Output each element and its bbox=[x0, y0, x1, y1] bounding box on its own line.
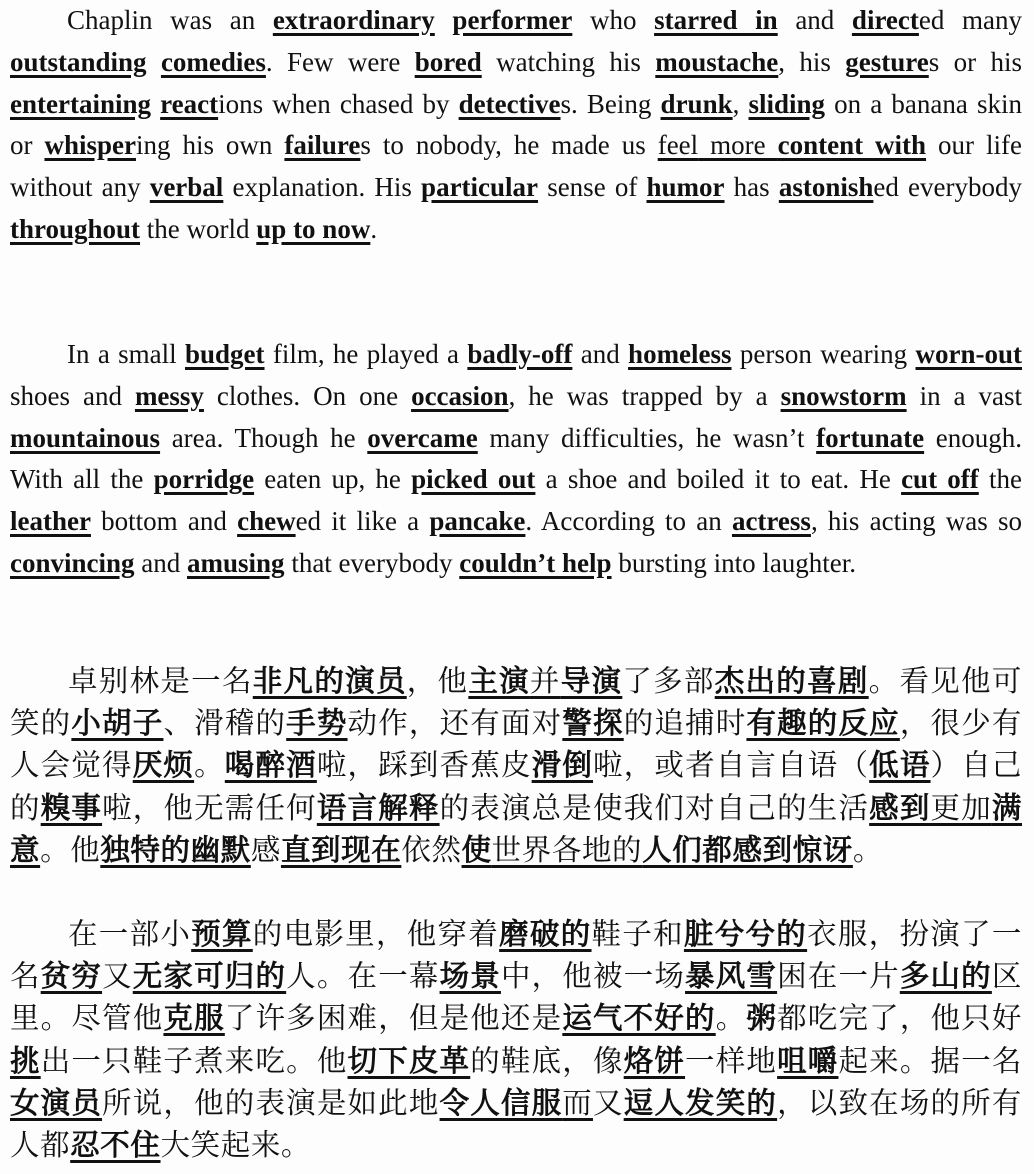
plain-text: 一样地 bbox=[685, 1043, 778, 1078]
plain-text: bottom and bbox=[90, 506, 238, 537]
vocab-highlight: 低语 bbox=[869, 748, 931, 783]
vocab-highlight: gesture bbox=[845, 46, 929, 77]
plain-text: 。看见他可笑的 bbox=[10, 664, 1022, 741]
vocab-highlight: content with bbox=[777, 130, 927, 161]
vocab-highlight: 喝醉酒 bbox=[224, 748, 317, 783]
plain-text: 。 bbox=[194, 748, 225, 783]
vocab-highlight: throughout bbox=[10, 213, 141, 244]
vocab-highlight: extraordinary bbox=[272, 5, 435, 35]
plain-text: ，很少有人会觉得 bbox=[10, 706, 1023, 783]
plain-text: explanation. His bbox=[223, 172, 422, 203]
vocab-highlight: 多山的 bbox=[899, 959, 992, 994]
vocab-highlight: 脏兮兮的 bbox=[683, 917, 808, 951]
vocab-highlight: 女演员 bbox=[10, 1085, 103, 1120]
plain-text: 动作，还有面对 bbox=[347, 706, 563, 741]
vocab-highlight: 滑倒 bbox=[531, 748, 594, 783]
vocab-highlight: 导演 bbox=[560, 664, 623, 698]
plain-text: 衣服，扮演了一名 bbox=[10, 917, 1022, 994]
underlined-text: feel bbox=[657, 130, 699, 161]
paragraph-text bbox=[10, 0, 1022, 251]
plain-text: 啦，或者自言自语（ bbox=[593, 748, 870, 783]
vocab-highlight: 非凡的演员 bbox=[252, 664, 407, 698]
underlined-text: 而 bbox=[562, 1085, 593, 1120]
plain-text: film, he played a bbox=[264, 339, 468, 369]
vocab-highlight: 暴风雪 bbox=[685, 959, 778, 994]
plain-text: in a vast bbox=[906, 380, 1023, 411]
vocab-highlight: 手势 bbox=[286, 706, 348, 741]
plain-text: ）自己的 bbox=[10, 748, 1023, 825]
vocab-highlight: homeless bbox=[628, 339, 732, 369]
vocab-highlight: detective bbox=[458, 88, 561, 119]
chinese-paragraph-2 bbox=[10, 913, 1022, 1166]
vocab-highlight: up to now bbox=[256, 213, 371, 244]
plain-text: ed everybody bbox=[873, 172, 1022, 203]
vocab-highlight: 贫穷 bbox=[40, 959, 103, 994]
plain-text: 啦，踩到香蕉皮 bbox=[316, 748, 532, 783]
vocab-highlight: whisper bbox=[44, 130, 136, 161]
plain-text: 所说，他的表演是如此地 bbox=[102, 1085, 440, 1120]
plain-text: 在一部小 bbox=[68, 917, 192, 951]
plain-text: In a small bbox=[67, 339, 185, 369]
plain-text: , bbox=[732, 88, 749, 119]
vocab-highlight: 有趣的反应 bbox=[746, 706, 900, 741]
vocab-highlight: 克服 bbox=[163, 1001, 225, 1036]
vocab-highlight: 语言解释 bbox=[316, 790, 440, 825]
plain-text: ing his own bbox=[135, 130, 285, 161]
plain-text: . Few were bbox=[265, 46, 415, 77]
vocab-highlight: porridge bbox=[153, 464, 255, 495]
plain-text: 起来。据一名 bbox=[838, 1043, 1022, 1078]
vocab-highlight: 切下皮革 bbox=[347, 1043, 471, 1078]
plain-text: Chaplin was an bbox=[67, 5, 273, 35]
underlined-text: 更加 bbox=[930, 790, 992, 825]
plain-text: 出一只鞋子煮来吃。他 bbox=[40, 1043, 348, 1078]
plain-text: has bbox=[724, 172, 779, 203]
plain-text: 卓别林是一名 bbox=[68, 664, 253, 698]
plain-text: 感 bbox=[250, 832, 281, 867]
vocab-highlight: 烙饼 bbox=[623, 1043, 686, 1078]
plain-text: 大笑起来。 bbox=[160, 1128, 312, 1163]
plain-text: bursting into laughter. bbox=[611, 547, 857, 578]
plain-text: 的表演总是使我们对自己的生活 bbox=[439, 790, 870, 825]
paragraph-text bbox=[10, 334, 1022, 585]
vocab-highlight: picked out bbox=[411, 464, 536, 495]
plain-text: s or his bbox=[928, 46, 1022, 77]
vocab-highlight: 忍不住 bbox=[70, 1128, 161, 1163]
vocab-highlight: budget bbox=[184, 339, 265, 369]
plain-text: 都吃完了，他只好 bbox=[777, 1001, 1022, 1036]
vocab-highlight: react bbox=[160, 88, 219, 119]
chinese-paragraph-1 bbox=[10, 660, 1022, 871]
vocab-highlight: 糗事 bbox=[40, 790, 103, 825]
vocab-highlight: astonish bbox=[778, 172, 874, 203]
vocab-highlight: 感到 bbox=[869, 790, 931, 825]
paragraph-text bbox=[10, 660, 1022, 871]
vocab-highlight: badly-off bbox=[467, 339, 573, 369]
plain-text: our life without any bbox=[10, 130, 1022, 203]
vocab-highlight: messy bbox=[134, 380, 204, 411]
vocab-highlight: sliding bbox=[748, 88, 826, 119]
plain-text: 、滑稽的 bbox=[163, 706, 287, 741]
vocab-highlight: worn-out bbox=[915, 339, 1022, 369]
plain-text: shoes and bbox=[10, 380, 135, 411]
plain-text: watching his bbox=[481, 46, 656, 77]
vocab-highlight: 逗人发笑的 bbox=[623, 1085, 778, 1120]
vocab-highlight: amusing bbox=[187, 547, 285, 578]
vocab-highlight: 使 bbox=[461, 832, 492, 867]
vocab-highlight: 运气不好的 bbox=[562, 1001, 716, 1036]
plain-text: that everybody bbox=[284, 547, 460, 578]
plain-text: and bbox=[134, 547, 188, 578]
plain-text bbox=[435, 5, 453, 35]
vocab-highlight: leather bbox=[10, 506, 91, 537]
vocab-highlight: bored bbox=[414, 46, 482, 77]
paragraph-text bbox=[10, 913, 1022, 1166]
vocab-highlight: fortunate bbox=[816, 422, 925, 453]
vocab-highlight: actress bbox=[731, 506, 811, 537]
vocab-highlight: 场景 bbox=[439, 959, 501, 994]
plain-text: the world bbox=[140, 213, 257, 244]
plain-text: . According to an bbox=[525, 506, 732, 537]
plain-text: 困在一片 bbox=[777, 959, 900, 994]
plain-text: 。 bbox=[715, 1001, 747, 1036]
plain-text: , his bbox=[778, 46, 846, 77]
plain-text: 人。在一幕 bbox=[286, 959, 440, 994]
vocab-highlight: overcame bbox=[367, 422, 478, 453]
plain-text: and bbox=[572, 339, 629, 369]
plain-text: , his acting was so bbox=[810, 506, 1022, 537]
plain-text: ed many bbox=[918, 5, 1022, 35]
english-paragraph-1 bbox=[10, 0, 1022, 251]
plain-text: 。 bbox=[852, 832, 883, 867]
vocab-highlight: comedies bbox=[160, 46, 266, 77]
plain-text: 的鞋底，像 bbox=[470, 1043, 624, 1078]
vocab-highlight: failure bbox=[284, 130, 361, 161]
plain-text: the bbox=[978, 464, 1022, 495]
plain-text: person wearing bbox=[731, 339, 916, 369]
vocab-highlight: verbal bbox=[149, 172, 224, 203]
vocab-highlight: 无家可归的 bbox=[132, 959, 287, 994]
vocab-highlight: starred in bbox=[654, 5, 778, 35]
plain-text: . bbox=[370, 213, 378, 244]
plain-text: a shoe and boiled it to eat. He bbox=[535, 464, 902, 495]
plain-text: ，他 bbox=[406, 664, 469, 698]
plain-text: s to nobody, he made us bbox=[360, 130, 658, 161]
plain-text: 。他 bbox=[40, 832, 101, 867]
vocab-highlight: outstanding bbox=[10, 46, 147, 77]
plain-text: 的电影里，他穿着 bbox=[252, 917, 500, 951]
plain-text: 又 bbox=[102, 959, 133, 994]
vocab-highlight: 人们都感到惊讶 bbox=[642, 832, 853, 867]
plain-text: area. Though he bbox=[160, 422, 368, 453]
vocab-highlight: 咀嚼 bbox=[777, 1043, 839, 1078]
plain-text: 依然 bbox=[401, 832, 462, 867]
vocab-highlight: 直到现在 bbox=[280, 832, 402, 867]
plain-text bbox=[151, 89, 160, 119]
vocab-highlight: 警探 bbox=[562, 706, 624, 741]
vocab-highlight: couldn’t help bbox=[459, 547, 612, 578]
plain-text: 了许多困难，但是他还是 bbox=[224, 1001, 563, 1036]
plain-text: 中，他被一场 bbox=[500, 959, 686, 994]
plain-text: 的追捕时 bbox=[623, 706, 747, 741]
vocab-highlight: direct bbox=[851, 5, 919, 35]
vocab-highlight: humor bbox=[646, 172, 725, 203]
plain-text: many difficulties, he wasn’t bbox=[477, 422, 817, 453]
plain-text: who bbox=[572, 5, 655, 35]
plain-text: s. Being bbox=[560, 88, 661, 119]
vocab-highlight: 预算 bbox=[191, 917, 253, 951]
vocab-highlight: 磨破的 bbox=[499, 917, 592, 951]
vocab-highlight: 独特的幽默 bbox=[100, 832, 251, 867]
vocab-highlight: drunk bbox=[660, 88, 733, 119]
vocab-highlight: 小胡子 bbox=[71, 706, 164, 741]
vocab-highlight: 满意 bbox=[10, 790, 1022, 867]
vocab-highlight: 令人信服 bbox=[439, 1085, 563, 1120]
vocab-highlight: performer bbox=[452, 5, 573, 35]
plain-text: eaten up, he bbox=[254, 464, 412, 495]
vocab-highlight: 挑 bbox=[10, 1043, 41, 1078]
vocab-highlight: occasion bbox=[411, 380, 509, 411]
plain-text: on a banana skin or bbox=[10, 88, 1023, 161]
vocab-highlight: 杰出的喜剧 bbox=[714, 664, 869, 698]
plain-text: 啦，他无需任何 bbox=[102, 790, 317, 825]
plain-text: ed it like a bbox=[295, 506, 430, 537]
plain-text bbox=[147, 47, 161, 77]
vocab-highlight: particular bbox=[421, 172, 539, 203]
vocab-highlight: 粥 bbox=[746, 1001, 778, 1036]
underlined-text: 世界各地的 bbox=[491, 832, 643, 867]
vocab-highlight: chew bbox=[237, 506, 296, 537]
vocab-highlight: snowstorm bbox=[780, 380, 907, 411]
plain-text: ions when chased by bbox=[218, 88, 459, 119]
vocab-highlight: convincing bbox=[10, 547, 135, 578]
plain-text: 鞋子和 bbox=[591, 917, 684, 951]
plain-text: sense of bbox=[538, 172, 647, 203]
plain-text: 又 bbox=[592, 1085, 624, 1120]
vocab-highlight: cut off bbox=[901, 464, 979, 495]
plain-text: 了多部 bbox=[622, 664, 715, 698]
plain-text: and bbox=[777, 5, 852, 35]
vocab-highlight: pancake bbox=[429, 506, 526, 537]
plain-text: 区里。尽管他 bbox=[10, 959, 1022, 1036]
plain-text: , he was trapped by a bbox=[508, 380, 781, 411]
vocab-highlight: mountainous bbox=[10, 422, 161, 453]
plain-text: clothes. On one bbox=[203, 380, 412, 411]
plain-text: ，以致在场的所有人都 bbox=[10, 1085, 1022, 1163]
plain-text: enough. With all the bbox=[10, 422, 1022, 495]
underlined-text: 并 bbox=[529, 664, 561, 698]
english-paragraph-2 bbox=[10, 334, 1022, 585]
vocab-highlight: 厌烦 bbox=[132, 748, 195, 783]
underlined-text: more bbox=[698, 130, 778, 161]
vocab-highlight: moustache bbox=[655, 46, 779, 77]
vocab-highlight: entertaining bbox=[10, 88, 151, 119]
vocab-highlight: 主演 bbox=[468, 664, 530, 698]
